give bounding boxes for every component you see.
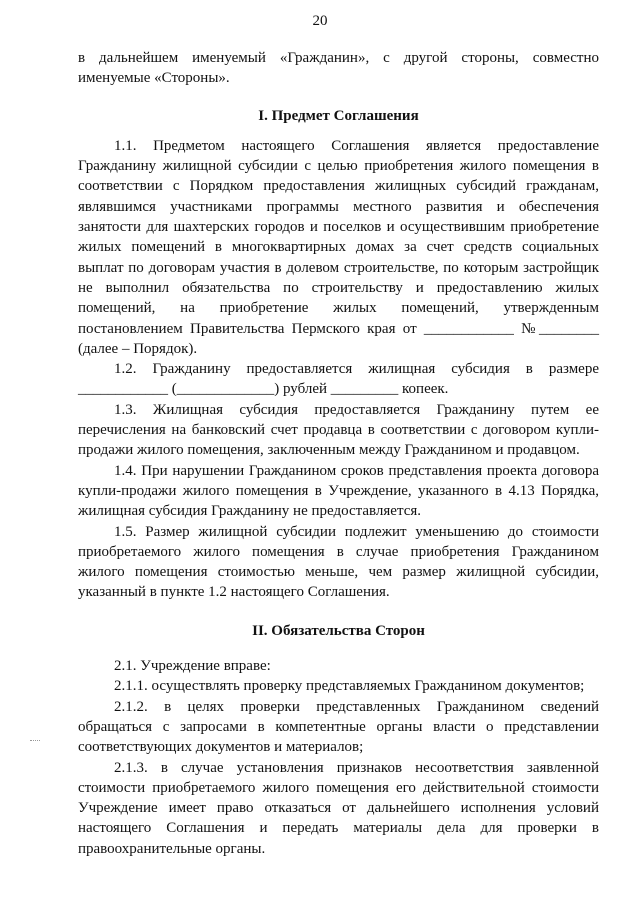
clause-1-2: 1.2. Гражданину предоставляется жилищная субсидия в размере ____________ (_____________) рублей _________ копеек. <box>78 361 599 398</box>
clause-1-5: 1.5. Размер жилищной субсидии подлежит уменьшению до стоимости приобретаемого жилого помещения в случае приобретения Гражданином жилого помещения стоимостью меньше, чем размер жилищной субсидии, указанный в пункте 1.2 настоящего Соглашения. <box>78 523 599 601</box>
clause-1-4: 1.4. При нарушении Гражданином сроков представления проекта договора купли-продажи жилого помещения в Учреждение, указанного в 4.13 Порядка, жилищная субсидия Гражданину не предоставляется. <box>78 462 599 520</box>
clause-2-1: 2.1. Учреждение вправе: <box>114 658 271 675</box>
section-1-heading: I. Предмет Соглашения <box>258 107 419 124</box>
document-body <box>78 48 599 859</box>
page-number: 20 <box>312 13 328 29</box>
clause-1-3: 1.3. Жилищная субсидия предоставляется Гражданину путем ее перечисления на банковский счет продавца в соответствии с договором купли-продажи жилого помещения, заключенным между Гражданином и продавцом. <box>78 401 599 459</box>
clause-1-1: 1.1. Предметом настоящего Соглашения является предоставление Гражданину жилищной субсидии с целью приобретения жилого помещения в соответствии с Порядком предоставления жилищных субсидий гражданам, являвшимся участниками программы местного развития и обеспечения занятости для шахтерских городов и поселков и осуществившим приобретение жилых помещений в многоквартирных домах за счет средств социальных выплат по договорам участия в долевом строительстве, по которым застройщик не выполнил обязательства по строительству и предоставлению жилых помещений, на приобретение жилых помещений, утвержденным постановлением Правительства Пермского края от ____________ №________ (далее – Порядок). <box>78 137 599 357</box>
clause-2-1-1: 2.1.1. осуществлять проверку представляемых Гражданином документов; <box>114 678 585 695</box>
section-2-heading: II. Обязательства Сторон <box>252 622 425 639</box>
margin-mark <box>30 740 40 742</box>
clause-2-1-2: 2.1.2. в целях проверки представленных Гражданином сведений обращаться с запросами в компетентные органы власти о представлении соответствующих документов и материалов; <box>78 698 599 756</box>
clause-2-1-3: 2.1.3. в случае установления признаков несоответствия заявленной стоимости приобретаемого жилого помещения его действительной стоимости Учреждение имеет право отказаться от дальнейшего исполнения условий настоящего Соглашения и передать материалы дела для проверки в правоохранительные органы. <box>78 759 599 857</box>
intro-paragraph: в дальнейшем именуемый «Гражданин», с другой стороны, совместно именуемые «Стороны». <box>78 50 599 87</box>
